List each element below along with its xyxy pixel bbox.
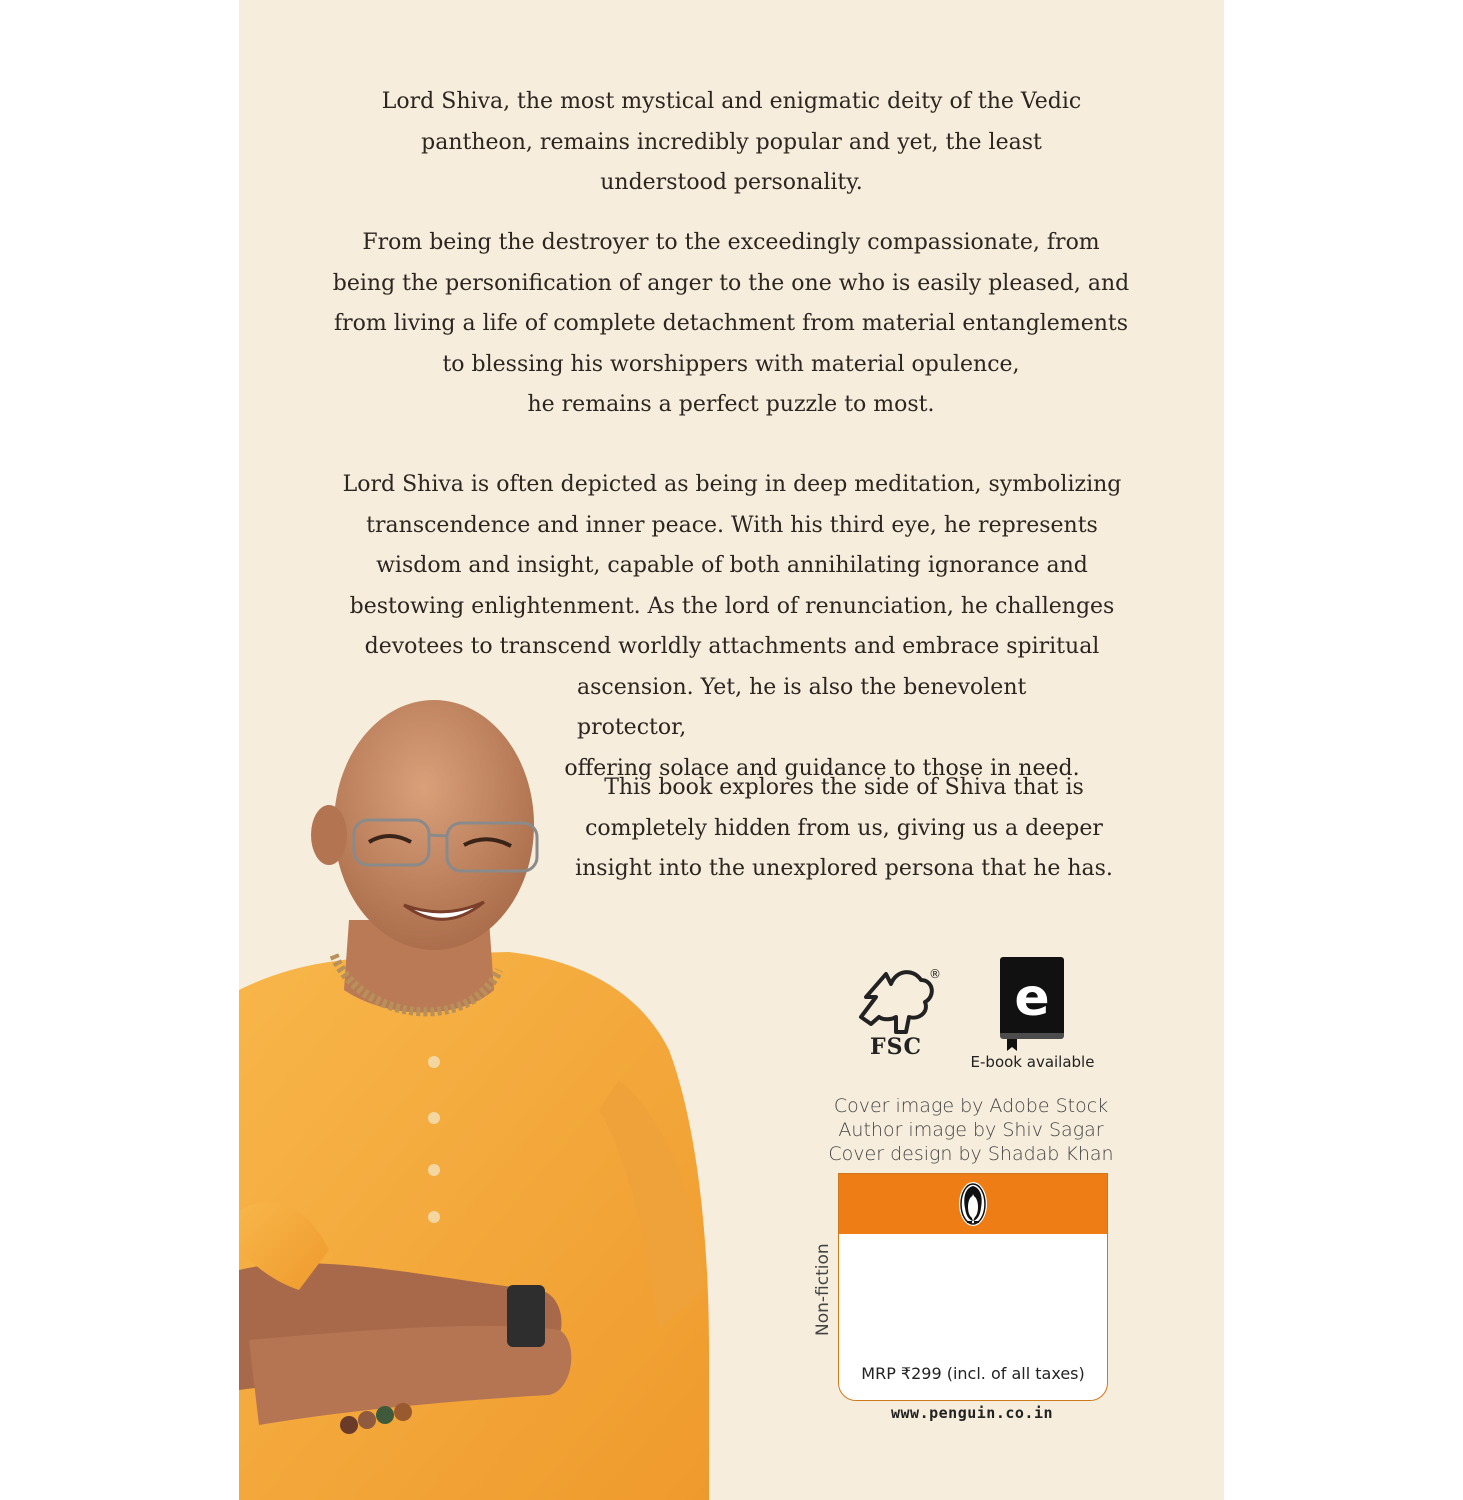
ebook-label: E-book available: [970, 1053, 1095, 1071]
svg-text:e: e: [1014, 968, 1050, 1028]
fsc-registered-mark: ®: [929, 967, 941, 981]
publisher-url: www.penguin.co.in: [890, 1404, 1054, 1422]
blurb-line: Lord Shiva, the most mystical and enigmatic deity of the Vedic: [381, 89, 1082, 114]
blurb-paragraph-2: [321, 223, 1141, 426]
blurb-line: understood personality.: [600, 170, 863, 195]
blurb-line: ascension. Yet, he is also the benevolent protector,: [577, 674, 1027, 740]
credit-line: Author image by Shiv Sagar: [838, 1119, 1104, 1141]
blurb-line: From being the destroyer to the exceedingly compassionate, from: [362, 230, 1100, 255]
blurb-line: Lord Shiva is often depicted as being in deep meditation, symbolizing: [342, 472, 1122, 497]
genre-label: Non-fiction: [813, 1243, 833, 1336]
back-cover: [239, 0, 1224, 1500]
blurb-line: insight into the unexplored persona that he has.: [575, 856, 1113, 881]
credit-line: Cover design by Shadab Khan: [828, 1143, 1114, 1165]
blurb-line: transcendence and inner peace. With his third eye, he represents: [366, 512, 1098, 538]
blurb-line: he remains a perfect puzzle to most.: [527, 392, 935, 417]
blurb-line: devotees to transcend worldly attachments and embrace spiritual: [364, 634, 1100, 659]
e-book-icon: [965, 955, 1100, 1053]
ebook-logo: [965, 955, 1100, 1075]
credits: [821, 1094, 1121, 1166]
fsc-tree-icon: [851, 962, 941, 1037]
blurb-line: wisdom and insight, capable of both annihilating ignorance and: [376, 553, 1088, 578]
blurb-line: completely hidden from us, giving us a deeper: [585, 815, 1103, 841]
penguin-logo-icon: [839, 1174, 1107, 1234]
price-label: MRP ₹299 (incl. of all taxes): [861, 1364, 1085, 1383]
fsc-logo: [851, 962, 941, 1062]
credit-line: Cover image by Adobe Stock: [833, 1095, 1109, 1117]
publisher-band: [839, 1174, 1107, 1234]
fsc-label: FSC: [869, 1034, 923, 1060]
blurb-line: bestowing enlightenment. As the lord of renunciation, he challenges: [349, 593, 1115, 619]
blurb-line: being the personification of anger to the one who is easily pleased, and: [332, 270, 1130, 296]
blurb-line: pantheon, remains incredibly popular and yet, the least: [421, 129, 1042, 155]
author-photo: [239, 690, 799, 1500]
price-box: [838, 1173, 1108, 1401]
blurb-line: offering solace and guidance to those in need.: [564, 755, 1080, 781]
blurb-paragraph-1: [329, 82, 1134, 204]
blurb-line: from living a life of complete detachment from material entanglements: [333, 311, 1129, 336]
blurb-line: This book explores the side of Shiva that is: [604, 775, 1084, 800]
blurb-line: to blessing his worshippers with material opulence,: [442, 351, 1020, 377]
